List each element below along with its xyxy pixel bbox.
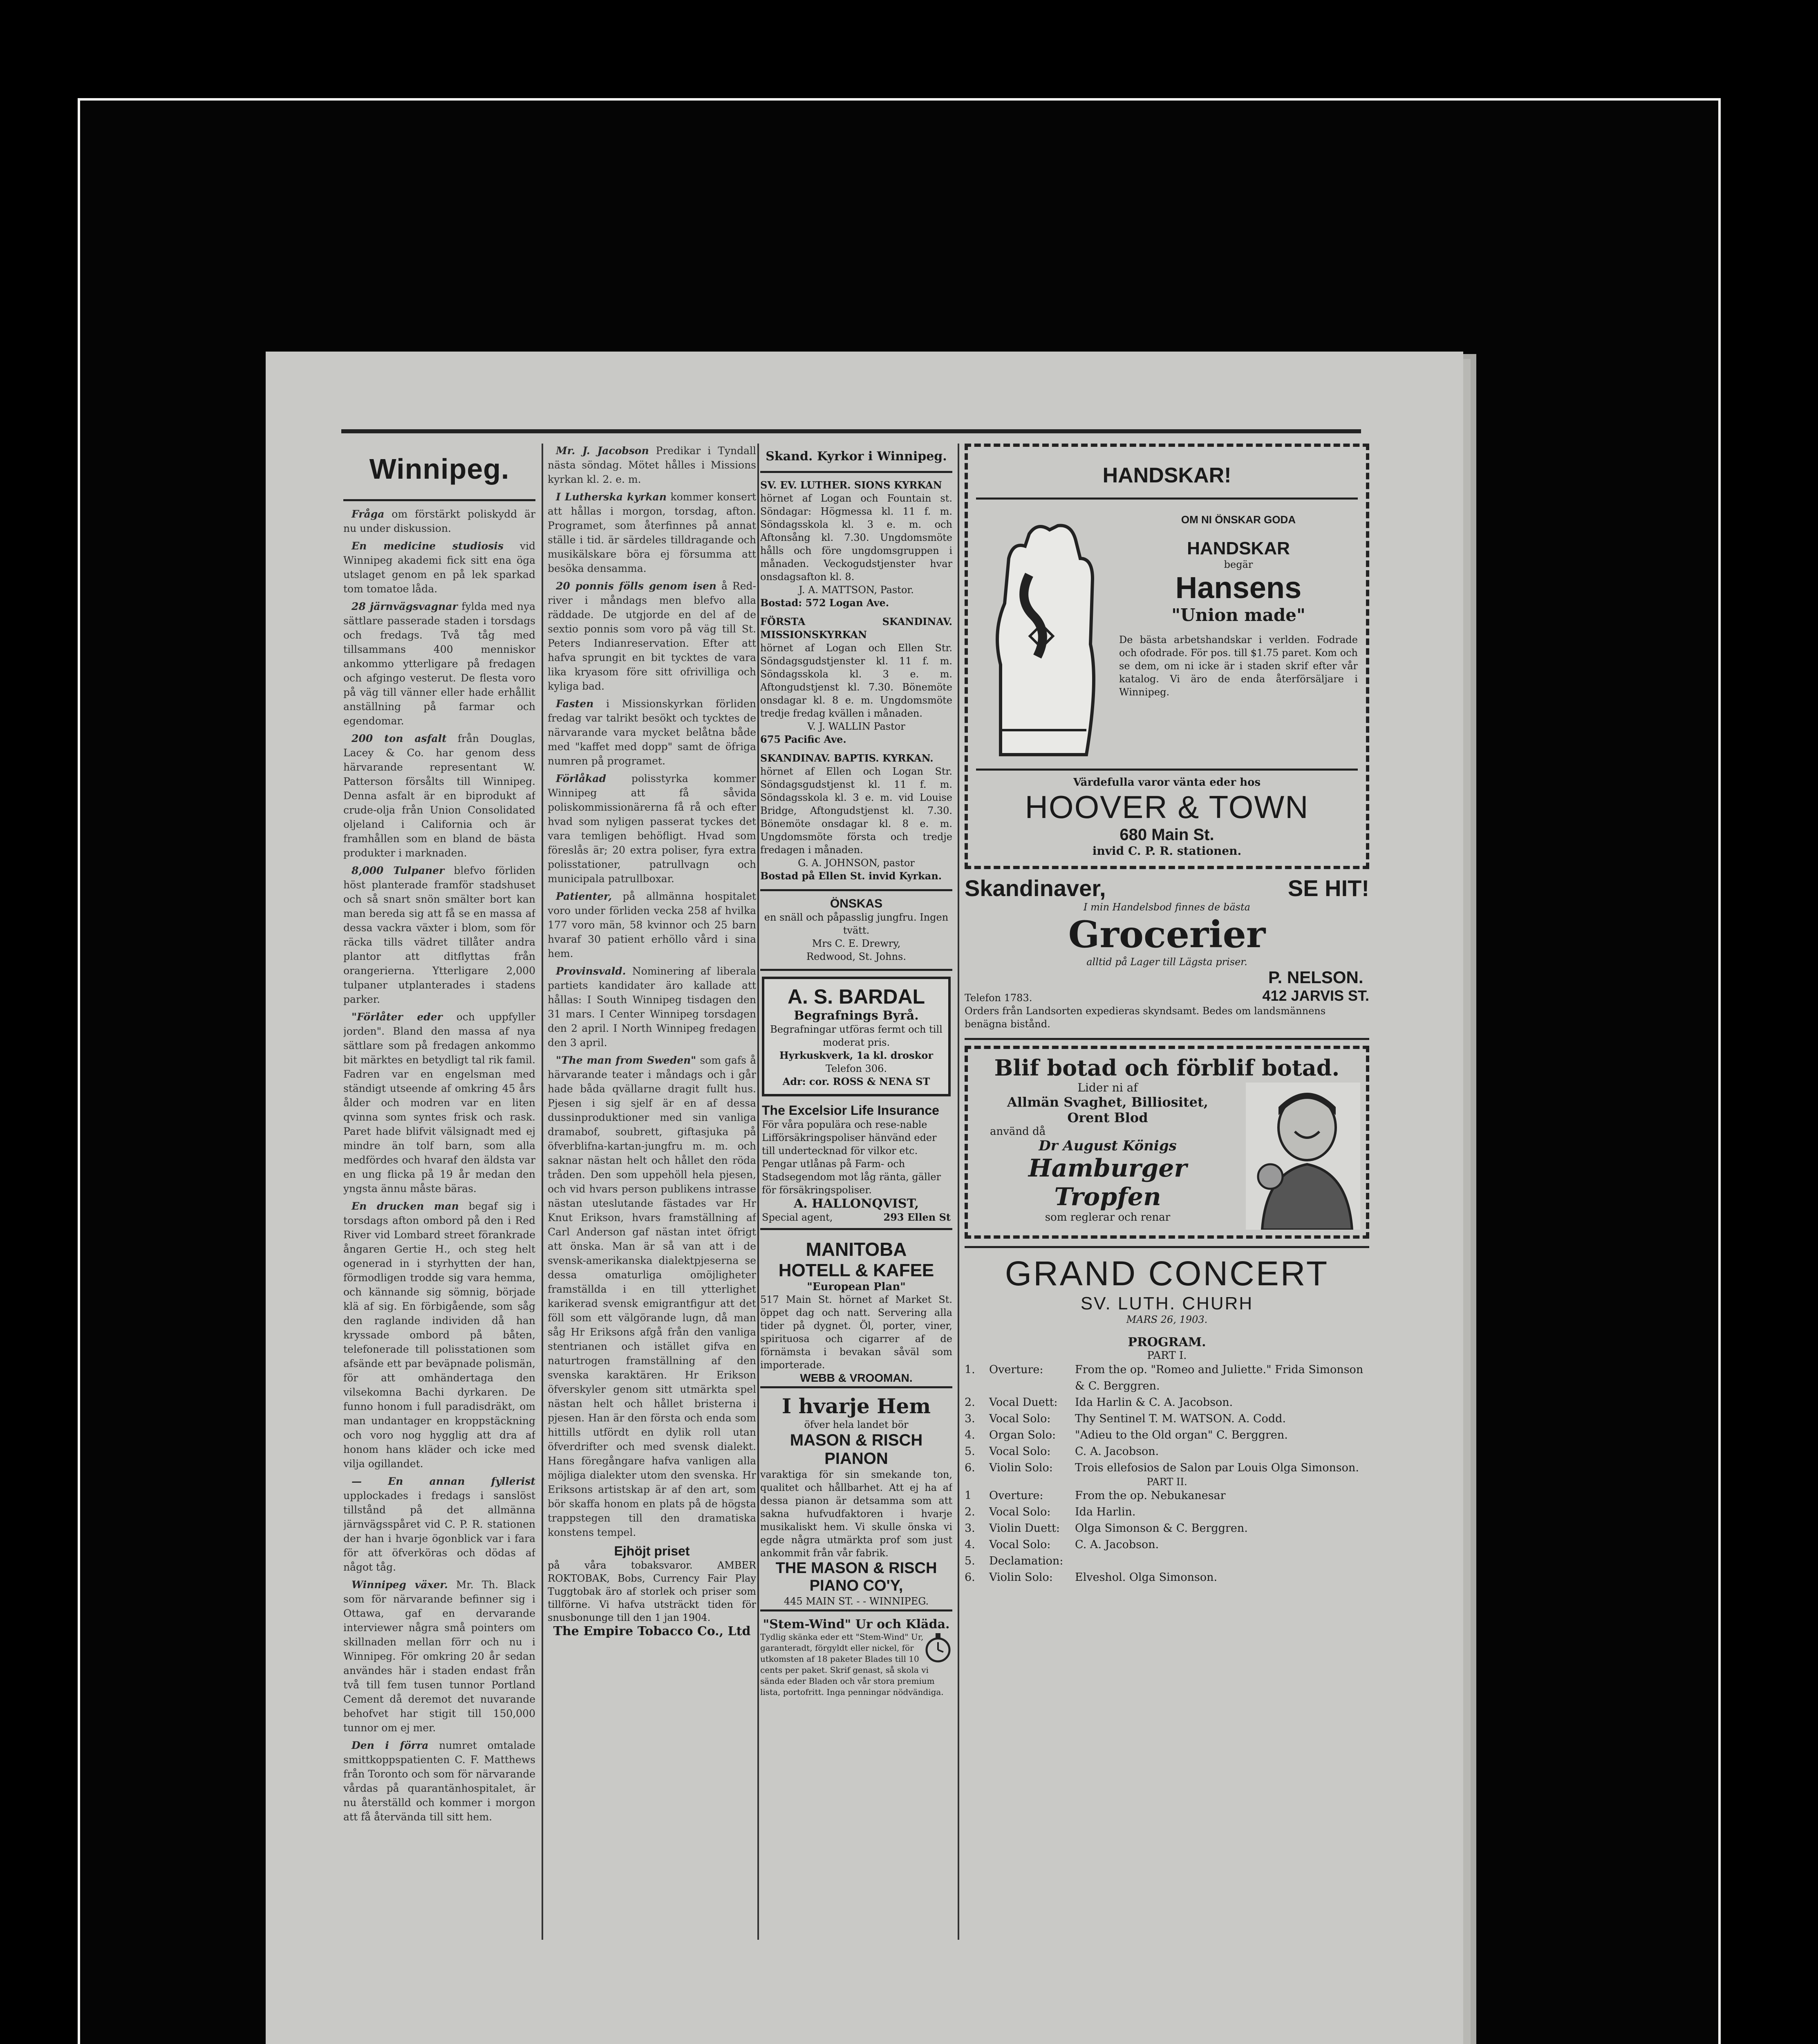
program-piece: "Adieu to the Old organ" C. Berggren. [1075,1429,1288,1441]
handskar-copy [1111,505,1358,767]
stemwind-title: "Stem-Wind" Ur och Kläda. [763,1617,950,1632]
paragraph-lead: En medicine studiosis [352,540,504,552]
program-piece: Elveshol. Olga Simonson. [1075,1571,1218,1584]
news-text [548,444,756,1540]
program-part-2 [965,1488,1369,1586]
excelsior-title: The Excelsior Life Insurance [762,1103,939,1118]
nelson-contact [965,968,1369,1004]
paragraph-lead: Förlåkad [556,773,606,784]
nelson-head1: Skandinaver, [965,875,1106,901]
church-text: hörnet af Ellen och Logan Str. Söndagsgudstjenst kl. 11 f. m. Söndagsskola kl. 3 e. m. vid Louise Bridge, Aftongudstjenst kl. 7.30. Bönemöte onsdagar kl. 8 e. m. Ungdomsmöte första och tredje fredagen i månaden. [760,766,952,856]
church-entry [760,479,952,610]
paragraph-body: begaf sig i torsdags afton ombord på den i Red River vid Lombard street förankrade ångaren Gertie H., och steg helt ogenerad in i styrhytten der han, förmodligen trodde sig vara hemma, och kännande sig sömnig, började klä af sig. En förbigående, som såg den raglande individen då han kryssade ombord på båten, telefonerade till polisstationen som afsände ett par beväpnade polismän, för att omhändertaga den vilsekomna Bachi dyrkaren. De funno honom i full paradisdräkt, om man undantager en kroppstäckning och voro nog hygglig att dra af honom hans kläder och icke med vilja ogillandet. [343,1200,535,1470]
mason-risch-ad [760,1394,952,1608]
nelson-name-block [1263,968,1369,1004]
concert-part2: PART II. [1146,1476,1187,1488]
bardal-sub: Begrafnings Byrå. [794,1009,919,1023]
paragraph-lead: 20 ponnis fölls genom isen [556,580,716,592]
program-item [965,1394,1369,1411]
section-rule [760,1228,952,1230]
program-item [965,1569,1369,1586]
paragraph-body: från Douglas, Lacey & Co. har genom dess härvarande representant W. Patterson försålts till Winnipeg. Denna asfalt är en biprodukt af crude-olja från Union Consolidated oljeland i California och är framhållen som en bland de bästa produkter i marknaden. [343,733,535,859]
program-type: Organ Solo: [989,1429,1056,1441]
paragraph-lead: I Lutherska kyrkan [556,491,667,503]
church-entry [760,752,952,883]
newspaper-page [266,352,1463,2044]
excelsior-text: För våra populära och rese-nable Lifförsäkringspoliser hänvänd eder till undertecknad för vilkor etc. [762,1119,937,1156]
news-paragraph [343,539,535,596]
manitoba-text: 517 Main St. hörnet af Market St. öppet dag och natt. Servering alla tider på dygnet. Öl, porter, viner, spirituosa och cigarrer af de förnämsta i bevakan såväl som importerade. [760,1294,952,1371]
handskar-title: HANDSKAR! [1102,464,1231,487]
news-paragraph [343,863,535,1006]
paragraph-lead: En drucken man [352,1200,459,1212]
program-number: 1 [965,1489,972,1502]
section-rule [760,969,952,971]
program-item [965,1520,1369,1537]
tropfen-brand: Tropfen [1054,1183,1161,1211]
column-divider [542,444,543,1940]
paragraph-lead: Mr. J. Jacobson [556,445,649,457]
mason-pianon: PIANON [824,1450,888,1468]
news-paragraph [343,1199,535,1471]
handskar-rule [976,498,1358,500]
excelsior-agent: A. HALLONQVIST, [793,1197,919,1211]
program-piece: From the op. Nebukanesar [1075,1489,1226,1502]
news-paragraph [343,1738,535,1824]
excelsior-pengar: Pengar utlånas på Farm- och Stadsegendom mot låg ränta, gäller för försäkringspoliser. [762,1158,941,1196]
church-address: Bostad: 572 Logan Ave. [760,597,889,609]
union-made: "Union made" [1171,605,1305,625]
church-pastor: G. A. JOHNSON, pastor [798,857,915,869]
program-number: 5. [965,1555,975,1567]
doctor-portrait-icon [1246,1083,1360,1230]
glove-icon [976,509,1111,763]
onskas-address: Redwood, St. Johns. [806,951,906,962]
onskas-title: ÖNSKAS [830,897,883,910]
news-text [343,507,535,1824]
news-paragraph [548,1053,756,1540]
news-paragraph [343,1578,535,1735]
handskar-footer: Värdefulla varor vänta eder hos [1073,776,1261,789]
news-paragraph [343,599,535,728]
manitoba-owners: WEBB & VROOMAN. [800,1372,913,1384]
program-type: Vocal Solo: [989,1506,1051,1518]
manitoba-subtitle: HOTELL & KAFEE [778,1260,934,1280]
column-divider [958,444,959,1940]
bardal-name: A. S. BARDAL [787,985,925,1008]
column-display-ads [965,444,1369,1956]
paragraph-body: numret omtalade smittkoppspatienten C. F. Matthews från Toronto och som för närvarande vårdas på quarantänhospitalet, är nu återställd och kommer i morgon att få återvända till sitt hem. [343,1739,535,1823]
column-local-news [548,444,756,1956]
concert-date: MARS 26, 1903. [1126,1314,1208,1325]
botad-line2: Allmän Svaghet, Billiositet, [1007,1094,1208,1110]
handskar-line3: begär [1224,559,1253,570]
concert-subtitle: SV. LUTH. CHURH [1080,1293,1254,1313]
paragraph-lead: Fasten [556,698,594,710]
news-paragraph [548,490,756,576]
church-pastor: V. J. WALLIN Pastor [807,721,905,732]
pocket-watch-icon [924,1632,952,1664]
nelson-alltid: alltid på Lager till Lägsta priser. [1086,956,1247,968]
program-item [965,1488,1369,1504]
tobacco-ad-company: The Empire Tobacco Co., Ltd [553,1624,751,1638]
nelson-address: 412 JARVIS ST. [1262,987,1369,1004]
handskar-line1: OM NI ÖNSKAR GODA [1181,513,1296,526]
excelsior-footer [762,1211,951,1224]
grand-concert-program [965,1254,1369,1586]
paragraph-lead: 28 järnvägsvagnar [352,601,458,612]
hoover-town: HOOVER & TOWN [1025,789,1309,825]
program-number: 5. [965,1445,975,1458]
paragraph-body: fylda med nya sättlare passerade staden i torsdags och fredags. Två tåg med tillsammans 400 menniskor ankommo ytterligare på fredagen och afgingo vesterut. De flesta voro på väg till vänner eller hade erhållit anställning på farmar och egendomar. [343,601,535,727]
handskar-body [976,505,1358,767]
program-type: Violin Solo: [989,1461,1053,1474]
concert-part1: PART I. [1147,1349,1187,1362]
excelsior-ad [760,1100,952,1226]
bardal-ad [762,977,951,1096]
nelson-header [965,875,1369,901]
nelson-name: P. NELSON. [1268,968,1364,987]
paragraph-body: Nominering af liberala partiets kandidater äro kallade att hållas: I South Winnipeg tisdagen den 31 mars. I Center Winnipeg torsdagen den 2 april. I North Winnipeg fredagen den 3 april. [548,965,756,1049]
church-name: SV. EV. LUTHER. SIONS KYRKAN [760,479,942,491]
hansens-brand: Hansens [1175,571,1302,605]
news-paragraph [343,1474,535,1574]
news-paragraph [343,1010,535,1196]
botad-line3: Orent Blod [1067,1110,1148,1125]
paragraph-body: om förstärkt poliskydd är nu under diskussion. [343,508,535,534]
churches-heading: Skand. Kyrkor i Winnipeg. [766,449,947,464]
hoover-address: 680 Main St. [1119,826,1214,844]
program-item [965,1411,1369,1427]
program-number: 2. [965,1396,975,1409]
news-paragraph [548,964,756,1050]
section-rule [760,1609,952,1611]
heading-rule [760,471,952,473]
program-type: Vocal Solo: [989,1412,1051,1425]
botad-line4: använd då [990,1125,1046,1138]
church-name: SKANDINAV. BAPTIS. KYRKAN. [760,752,934,764]
church-address: Bostad på Ellen St. invid Kyrkan. [760,870,942,882]
church-pastor: J. A. MATTSON, Pastor. [799,584,914,596]
program-number: 6. [965,1461,975,1474]
botad-line6: som reglerar och renar [1045,1211,1171,1224]
column-divider [757,444,759,1940]
program-type: Vocal Duett: [989,1396,1058,1409]
news-paragraph [548,579,756,693]
paragraph-lead: Provinsvald. [556,965,626,977]
nelson-grocer: Grocerier [1068,913,1266,956]
program-number: 3. [965,1522,975,1535]
handskar-line2: HANDSKAR [1187,538,1290,558]
paragraph-body: å Red-river i måndags men blefvo alla räddade. De utgjorde en del af de sextio ponnis som voro på väg till St. Peters Indianreservation. Efter att hafva sprungit en bit tycktes de vara lika kryasom före sitt ofrivilliga och kyliga bad. [548,580,756,692]
paragraph-lead: Winnipeg växer. [352,1579,448,1591]
section-rule [760,1386,952,1388]
news-paragraph [343,731,535,860]
handskar-ad [965,444,1369,869]
mason-address: 445 MAIN ST. - - WINNIPEG. [784,1596,929,1607]
tobacco-ad [548,1544,756,1638]
section-rule [760,889,952,891]
botad-title: Blif botad och förblif botad. [994,1055,1340,1081]
program-type: Violin Duett: [989,1522,1060,1535]
nelson-ad [965,869,1369,1036]
program-type: Overture: [989,1489,1043,1502]
program-item [965,1443,1369,1460]
mason-name: MASON & RISCH [790,1431,923,1449]
onskas-text: en snäll och påpasslig jungfru. Ingen tvätt. [764,912,949,936]
botad-line1: Lider ni af [1077,1081,1138,1094]
nelson-head2: SE HIT! [1287,875,1369,901]
news-paragraph [548,889,756,961]
program-number: 1. [965,1363,975,1376]
hamburger-brand: Hamburger [1028,1154,1187,1183]
news-paragraph [548,697,756,768]
mason-sub: öfver hela landet bör [804,1419,909,1430]
program-piece: Ida Harlin & C. A. Jacobson. [1075,1396,1233,1409]
paragraph-lead: — En annan fyllerist [352,1475,535,1487]
news-paragraph [548,444,756,486]
program-piece: Ida Harlin. [1075,1506,1136,1518]
program-type: Overture: [989,1363,1043,1376]
church-address: 675 Pacific Ave. [760,733,846,745]
program-number: 4. [965,1429,975,1441]
section-rule [965,1246,1369,1248]
program-piece: Thy Sentinel T. M. WATSON. A. Codd. [1075,1412,1286,1425]
nelson-text: Orders från Landsorten expedieras skyndsamt. Bedes om landsmännens benägna bistånd. [965,1005,1326,1030]
handskar-text: De bästa arbetshandskar i verlden. Fodrade och ofodrade. För pos. till $1.75 paret. Kom och se dem, om ni icke är i staden skrif efter vår katalog. Vi äro de enda återförsäljare i Winnipeg. [1119,634,1358,698]
botad-line5: Dr August Königs [1039,1138,1177,1154]
masthead-rule [343,499,535,501]
paragraph-body: i Missionskyrkan förliden fredag var talrikt besökt och tycktes de närvarande vara mycket belåtna både med "kaffet med dopp" samt de öfriga numren på programet. [548,698,756,767]
program-number: 2. [965,1506,975,1518]
news-paragraph [548,771,756,886]
paragraph-body: på allmänna hospitalet voro under förliden vecka 258 af hvilka 177 voro män, 58 kvinnor och 25 barn hvaraf 30 patient erhöllo vård i sina hem. [548,890,756,959]
mason-tagline: I hvarje Hem [781,1394,931,1418]
program-piece: Trois ellefosios de Salon par Louis Olga Simonson. [1075,1461,1359,1474]
paragraph-lead: "The man from Sweden" [556,1054,696,1066]
program-piece [1075,1553,1369,1569]
nelson-sub: I min Handelsbod finnes de bästa [1084,901,1250,913]
paragraph-lead: 8,000 Tulpaner [352,865,445,876]
program-number: 4. [965,1538,975,1551]
church-entry [760,615,952,746]
program-number: 6. [965,1571,975,1584]
program-item [965,1362,1369,1394]
program-item [965,1427,1369,1443]
bardal-rent: Hyrkuskverk, 1a kl. droskor [779,1049,933,1061]
botad-ad [965,1046,1369,1239]
news-paragraph [343,507,535,536]
program-part-1 [965,1362,1369,1476]
paragraph-lead: 200 ton asfalt [352,733,447,744]
program-type: Declamation: [989,1555,1063,1567]
hoover-near: invid C. P. R. stationen. [1092,844,1242,858]
program-item [965,1553,1369,1569]
onskas-ad [760,897,952,963]
program-item [965,1504,1369,1520]
tobacco-ad-title: Ejhöjt priset [614,1544,690,1558]
program-number: 3. [965,1412,975,1425]
paragraph-body: vid Winnipeg akademi fick sitt ena öga utslaget genom en på lek sparkad tom tomatoe låda. [343,540,535,595]
church-list [760,479,952,883]
church-name: FÖRSTA SKANDINAV. MISSIONSKYRKAN [760,616,952,641]
handskar-rule [976,769,1358,771]
paragraph-lead: "Förlåter eder [352,1011,443,1023]
paragraph-body: Predikar i Tyndall nästa söndag. Mötet hålles i Missions kyrkan kl. 2. e. m. [548,445,756,485]
manitoba-plan: "European Plan" [807,1281,906,1293]
paragraph-body: blefvo förliden höst planterade framför stadshuset och så snart snön smälter bort kan man bereda sig att få se en massa af dessa vackra växter i blom, som för räcka tills vädret tillåter andra plantor att ditflyttas från orangerierna. Ytterligare 2,000 tulpaner utplanterades i stadens parker. [343,865,535,1005]
program-piece: C. A. Jacobson. [1075,1445,1159,1458]
onskas-contact: Mrs C. E. Drewry, [812,938,901,949]
paragraph-lead: Patienter, [556,890,612,902]
program-item [965,1537,1369,1553]
bardal-text: Begrafningar utföras fermt och till moderat pris. [770,1024,943,1048]
stemwind-text: Tydlig skänka eder ett "Stem-Wind" Ur, garanteradt, förgyldt eller nickel, för utkomsten af 18 paketer Blades till 10 cents per paket. Skrif genast, så skola vi sända eder Bladen och vår stora premium lista, portofritt. Inga penningar nödvändiga. [760,1632,944,1697]
program-item [965,1460,1369,1476]
mason-company: THE MASON & RISCH [775,1560,937,1577]
program-piece: C. A. Jacobson. [1075,1538,1159,1551]
excelsior-role: Special agent, [762,1212,833,1223]
tobacco-ad-text: på våra tobaksvaror. AMBER ROKTOBAK, Bobs, Currency Fair Play Tuggtobak äro af storlek och priser som tillförne. Vi hafva utsträckt tiden för snusbonunge till den 1 jan 1904. [548,1560,756,1623]
mason-text: varaktiga för sin smekande ton, qualitet och hållbarhet. Att ej ha af dessa pianon är detsamma som att sakna hufvudfaktoren i hvarje musikaliskt hem. Vi skulle önska vi egde några utmärkta prof som just ankommit från vår fabrik. [760,1469,952,1559]
paragraph-body: Mr. Th. Black som för närvarande befinner sig i Ottawa, gaf en dervarande interviewer några små pointers om skillnaden mellan förr och nu i Winnipeg. För omkring 20 år sedan användes här i staden endast från två till fem tusen tunnor Portland Cement då deremot det nuvarande behofvet har stigit till 150,000 tunnor om ej mer. [343,1579,535,1734]
manitoba-ad [760,1238,952,1385]
column-churches-ads [760,444,952,1956]
program-type: Vocal Solo: [989,1538,1051,1551]
section-rule [965,1038,1369,1040]
bardal-address: Adr: cor. ROSS & NENA ST [782,1076,930,1087]
stemwind-ad [760,1617,952,1698]
top-rule [341,429,1361,433]
paragraph-lead: Den i förra [352,1739,429,1751]
column-winnipeg-news [343,444,535,1956]
church-text: hörnet af Logan och Ellen Str. Söndagsgudstjenster kl. 11 f. m. Söndagsskola kl. 3 e. m. Aftongudstjenst kl. 7.30. Bönemöte onsdagar kl. 8 e. m. Ungdomsmöte tredje fredag kvällen i månaden. [760,642,952,719]
church-text: hörnet af Logan och Fountain st. Söndagar: Högmessa kl. 11 f. m. Söndagsskola kl. 3 e. m. och Aftonsång kl. 7.30. Ungdomsmöte hålls och före ungdomsgruppen i månaden. Veckogudstjenster hvar onsdagsafton kl. 8. [760,493,952,583]
paragraph-body: upplockades i fredags i sanslöst tillstånd på det allmänna järnvägsspåret vid C. P. R. stationen der han i hvarje ögonblick var i fara för att öfverköras och dödas af något tåg. [343,1490,535,1573]
bardal-phone: Telefon 306. [825,1063,887,1074]
paragraph-body: polisstyrka kommer Winnipeg att få såvida poliskommissionärerna få rå och efter hvad som nyligen passerat tyckes det vara temligen behöfligt. Hvad som föreslås är; 20 extra poliser, fyra extra polisstationer, patrullvagn och municipala patrullboxar. [548,773,756,885]
manitoba-title: MANITOBA [806,1239,907,1260]
paragraph-body: och uppfyller jorden". Bland den massa af nya sättlare som på fredagen ankommo bit märktes en betydligt tal rik famil. Fadren var en engelsman med ständigt utseende af omkring 45 års ålder och modren var en liten qvinna som syntes frisk och rask. Paret hade blifvit välsignadt med ej mindre än tolf barn, som alla medfördes och hvaraf den äldsta var en ung flicka på 19 år medan den yngsta ännu måste bäras. [343,1011,535,1195]
concert-program-label: PROGRAM. [1128,1335,1206,1349]
program-piece: Olga Simonson & C. Berggren. [1075,1522,1248,1535]
paragraph-body: som gafs å härvarande teater i måndags och i går hade båda qvällarne dragit fullt hus. Pjesen i sig sjelf är en af dessa dussinproduktioner med sin vanliga dramabof, soubrett, giftasjuka på öfverblifna-kartan-jungfru m. m. och saknar nästan helt och hållet den röda tråden. Den som uppehöll hela pjesen, och vid hvars person publikens intrasse nästan uteslutande fästades var Hr Knut Erikson, hvars framställning af Carl Anderson gaf nästan intet öfrigt att önska. Man är så van att i de svensk-amerikanska dialektpjeserna se dessa omaturliga omöjligheter framställda i en till ytterlighet karikerad svensk emigrantfigur att det föll som ett välgörande lugn, då man såg Hr Eriksons afgå från den vanliga stentrianen och istället gifva en naturtrogen framställning af den svenska karaktären. Hr Erikson öfverskyler genom sitt utmärkta spel nästan helt och hållet bristerna i pjesen. Han är den första och enda som hittills utfördt en dylik roll utan öfverdrifter och med svensk dialekt. Hans föregångare hafva vanligen alla möjliga dialekter utom den svenska. Hr Eriksons artistskap är af den art, som bör skaffa honom en plats på de högsta trappstegen till den dramatiska konstens tempel. [548,1054,756,1538]
concert-title: GRAND CONCERT [1005,1254,1329,1293]
mason-company-2: PIANO CO'Y, [809,1577,903,1594]
paragraph-body: kommer konsert att hållas i morgon, torsdag, afton. Programet, som återfinnes på annat ställe i tid. är särdeles tilldragande och musikälskare böra ej försumma att besöka densamma. [548,491,756,574]
program-piece: From the op. "Romeo and Juliette." Frida Simonson & C. Berggren. [1075,1363,1364,1392]
nelson-phone: Telefon 1783. [965,992,1032,1004]
program-type: Violin Solo: [989,1571,1053,1584]
paragraph-lead: Fråga [352,508,385,520]
program-type: Vocal Solo: [989,1445,1051,1458]
masthead: Winnipeg. [369,453,510,485]
excelsior-addr: 293 Ellen St [883,1211,951,1223]
